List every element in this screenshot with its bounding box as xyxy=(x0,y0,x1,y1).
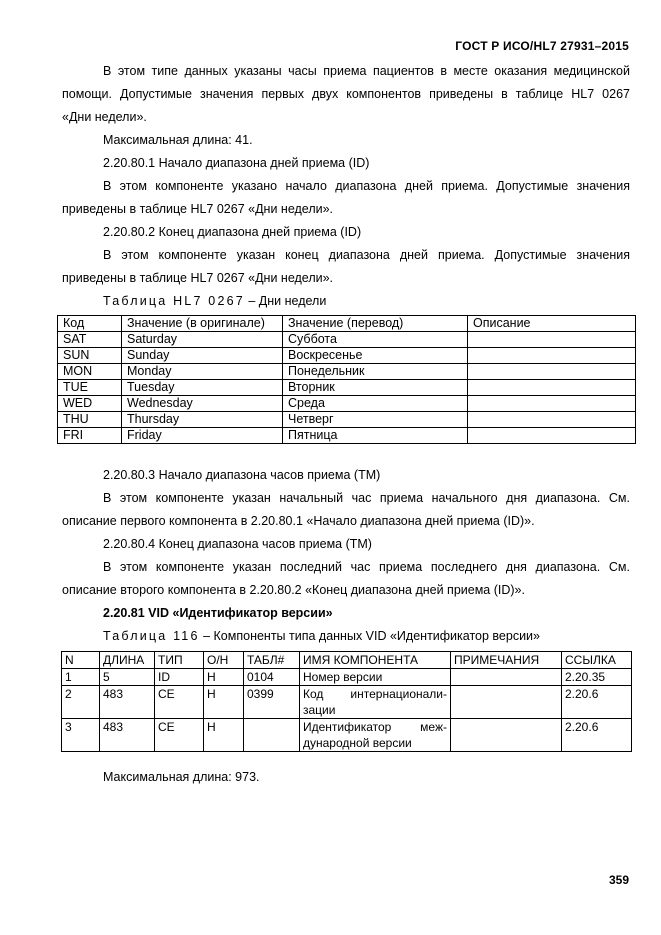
section-heading: 2.20.80.3 Начало диапазона часов приема (TM) xyxy=(103,468,381,482)
table-cell xyxy=(468,348,636,364)
table-cell xyxy=(468,364,636,380)
section-heading: 2.20.81 VID «Идентификатор версии» xyxy=(103,606,333,620)
table-header-cell: ТАБЛ# xyxy=(244,652,300,669)
table-cell: Пятница xyxy=(283,428,468,444)
document-header: ГОСТ Р ИСО/HL7 27931–2015 xyxy=(455,39,629,53)
table-header-cell: Значение (в оригинале) xyxy=(122,316,283,332)
component-name-line: зации xyxy=(303,703,336,717)
table-cell: MON xyxy=(58,364,122,380)
paragraph-line: описание первого компонента в 2.20.80.1 «Начало диапазона дней приема (ID)». xyxy=(62,514,535,528)
paragraph: Максимальная длина: 973. xyxy=(103,770,260,784)
paragraph: Максимальная длина: 41. xyxy=(103,133,253,147)
table-cell: CE xyxy=(155,719,204,752)
table-cell: Monday xyxy=(122,364,283,380)
table-cell xyxy=(244,719,300,752)
table-cell: WED xyxy=(58,396,122,412)
table-cell: 5 xyxy=(100,669,155,686)
component-name-line: Код интернационали- xyxy=(303,687,447,701)
page-number: 359 xyxy=(608,873,629,887)
days-of-week-table xyxy=(57,315,636,444)
table-header-cell: N xyxy=(62,652,100,669)
paragraph-line: приведены в таблице HL7 0267 «Дни недели». xyxy=(62,202,334,216)
table-row xyxy=(58,412,636,428)
table-cell xyxy=(468,396,636,412)
table-caption-label: Таблица HL7 0267 xyxy=(103,294,245,308)
table-row xyxy=(58,428,636,444)
table-header-row xyxy=(58,316,636,332)
paragraph-line: В этом типе данных указаны часы приема пациентов в месте оказания медицинской xyxy=(103,64,630,78)
table-cell: Вторник xyxy=(283,380,468,396)
table-cell: 2 xyxy=(62,686,100,719)
table-cell xyxy=(300,686,451,719)
table-cell xyxy=(451,719,562,752)
table-cell: Saturday xyxy=(122,332,283,348)
paragraph-line: помощи. Допустимые значения первых двух компонентов приведены в таблице HL7 0267 xyxy=(62,87,630,101)
paragraph-line: В этом компоненте указан последний час приема последнего дня диапазона. См. xyxy=(103,560,630,574)
table-header-cell: ИМЯ КОМПОНЕНТА xyxy=(300,652,451,669)
table-cell: THU xyxy=(58,412,122,428)
table-cell: 0399 xyxy=(244,686,300,719)
section-heading: 2.20.80.4 Конец диапазона часов приема (TM) xyxy=(103,537,372,551)
table-caption-text: – Дни недели xyxy=(244,294,327,308)
vid-components-table xyxy=(61,651,632,752)
table-cell xyxy=(300,719,451,752)
table-cell: SUN xyxy=(58,348,122,364)
table-header-cell: ТИП xyxy=(155,652,204,669)
table-cell xyxy=(468,428,636,444)
table-cell: Четверг xyxy=(283,412,468,428)
table-caption-label: Таблица 116 xyxy=(103,629,200,643)
component-name-line: Номер версии xyxy=(303,670,383,684)
table-cell xyxy=(300,669,451,686)
table-cell: Суббота xyxy=(283,332,468,348)
table-row xyxy=(62,719,632,752)
table-header-cell: Значение (перевод) xyxy=(283,316,468,332)
paragraph-line: В этом компоненте указано начало диапазона дней приема. Допустимые значения xyxy=(103,179,630,193)
table-row xyxy=(58,380,636,396)
table-header-row xyxy=(62,652,632,669)
paragraph-line: приведены в таблице HL7 0267 «Дни недели». xyxy=(62,271,334,285)
table-header-cell: Код xyxy=(58,316,122,332)
component-name-line: Идентификатор меж- xyxy=(303,720,447,734)
table-row xyxy=(62,686,632,719)
table-cell: Tuesday xyxy=(122,380,283,396)
table-caption-text: – Компоненты типа данных VID «Идентификатор версии» xyxy=(199,629,540,643)
table-cell xyxy=(451,669,562,686)
table-cell: 2.20.6 xyxy=(562,686,632,719)
table-cell: TUE xyxy=(58,380,122,396)
table-row xyxy=(58,348,636,364)
table-header-cell: ССЫЛКА xyxy=(562,652,632,669)
paragraph-line: «Дни недели». xyxy=(62,110,147,124)
table-cell: ID xyxy=(155,669,204,686)
table-cell: Friday xyxy=(122,428,283,444)
table-cell: Sunday xyxy=(122,348,283,364)
table-cell xyxy=(468,332,636,348)
table-row xyxy=(58,396,636,412)
table-cell: 483 xyxy=(100,686,155,719)
table-cell: Среда xyxy=(283,396,468,412)
table-cell: 3 xyxy=(62,719,100,752)
table-row xyxy=(62,669,632,686)
paragraph-line: В этом компоненте указан конец диапазона дней приема. Допустимые значения xyxy=(103,248,630,262)
table-row xyxy=(58,364,636,380)
table-cell: 483 xyxy=(100,719,155,752)
paragraph-line: описание второго компонента в 2.20.80.2 «Конец диапазона дней приема (ID)». xyxy=(62,583,525,597)
section-heading: 2.20.80.2 Конец диапазона дней приема (ID) xyxy=(103,225,362,239)
table-row xyxy=(58,332,636,348)
table-cell: FRI xyxy=(58,428,122,444)
table-cell: Н xyxy=(204,719,244,752)
table-cell: 2.20.35 xyxy=(562,669,632,686)
table-cell: Thursday xyxy=(122,412,283,428)
table-cell: Н xyxy=(204,686,244,719)
table-cell xyxy=(468,412,636,428)
table-cell: Н xyxy=(204,669,244,686)
table-cell: Понедельник xyxy=(283,364,468,380)
table-caption xyxy=(103,294,630,309)
table-header-cell: ДЛИНА xyxy=(100,652,155,669)
table-cell: CE xyxy=(155,686,204,719)
paragraph-line: В этом компоненте указан начальный час приема начального дня диапазона. См. xyxy=(103,491,630,505)
table-cell: SAT xyxy=(58,332,122,348)
table-cell: Воскресенье xyxy=(283,348,468,364)
table-cell: Wednesday xyxy=(122,396,283,412)
table-cell xyxy=(451,686,562,719)
table-cell xyxy=(468,380,636,396)
table-caption xyxy=(103,629,630,644)
table-cell: 1 xyxy=(62,669,100,686)
table-header-cell: ПРИМЕЧАНИЯ xyxy=(451,652,562,669)
table-header-cell: О/Н xyxy=(204,652,244,669)
table-cell: 0104 xyxy=(244,669,300,686)
section-heading: 2.20.80.1 Начало диапазона дней приема (ID) xyxy=(103,156,370,170)
component-name-line: дународной версии xyxy=(303,736,412,750)
table-cell: 2.20.6 xyxy=(562,719,632,752)
table-header-cell: Описание xyxy=(468,316,636,332)
